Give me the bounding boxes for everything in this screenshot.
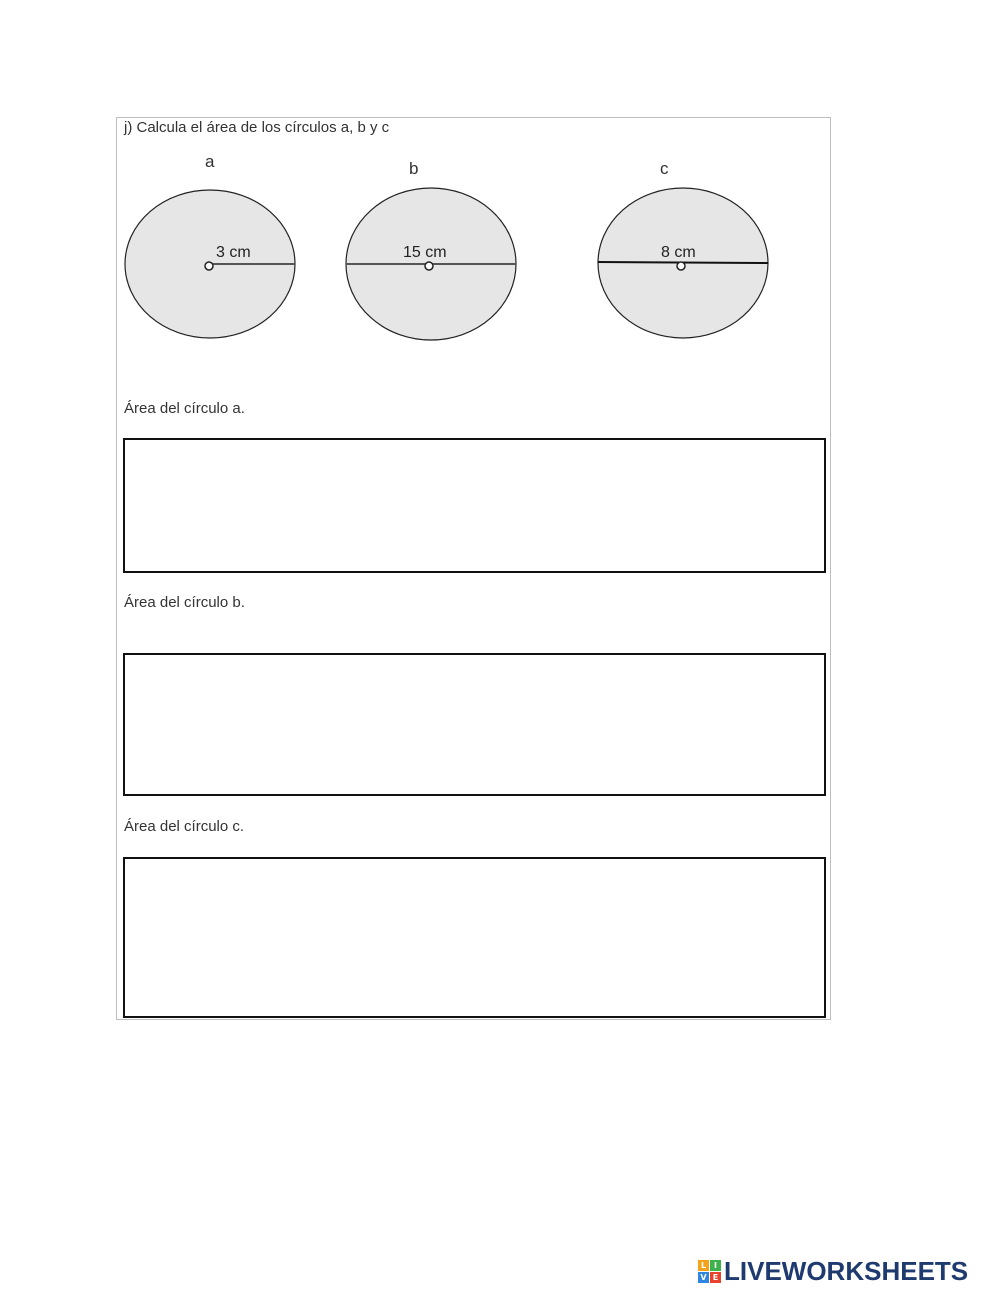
circle-c-label: c (660, 159, 669, 178)
liveworksheets-logo[interactable] (698, 1256, 968, 1286)
circle-c-center (677, 262, 685, 270)
circles-figure (0, 0, 1000, 400)
logo-text: LIVEWORKSHEETS (724, 1255, 969, 1286)
circle-c (598, 188, 768, 338)
answer-box-c[interactable] (123, 857, 826, 1018)
circle-c-measure: 8 cm (661, 244, 696, 261)
circle-a (125, 190, 295, 338)
answer-box-b[interactable] (123, 653, 826, 796)
logo-block-v: V (698, 1272, 709, 1283)
logo-block-l: L (698, 1260, 709, 1271)
area-b-label: Área del círculo b. (124, 594, 245, 611)
circle-a-measure: 3 cm (216, 244, 251, 261)
circle-a-center (205, 262, 213, 270)
exercise-title: j) Calcula el área de los círculos a, b y c (124, 119, 390, 136)
circle-a-label: a (205, 152, 215, 171)
liveworksheets-logo-icon (698, 1260, 721, 1283)
logo-block-e: E (710, 1272, 721, 1283)
circle-b-measure: 15 cm (403, 244, 447, 261)
circle-b-center (425, 262, 433, 270)
logo-block-i: I (710, 1260, 721, 1271)
circle-b (346, 188, 516, 340)
area-a-label: Área del círculo a. (124, 400, 245, 417)
circle-b-label: b (409, 159, 419, 178)
answer-box-a[interactable] (123, 438, 826, 573)
area-c-label: Área del círculo c. (124, 818, 245, 835)
